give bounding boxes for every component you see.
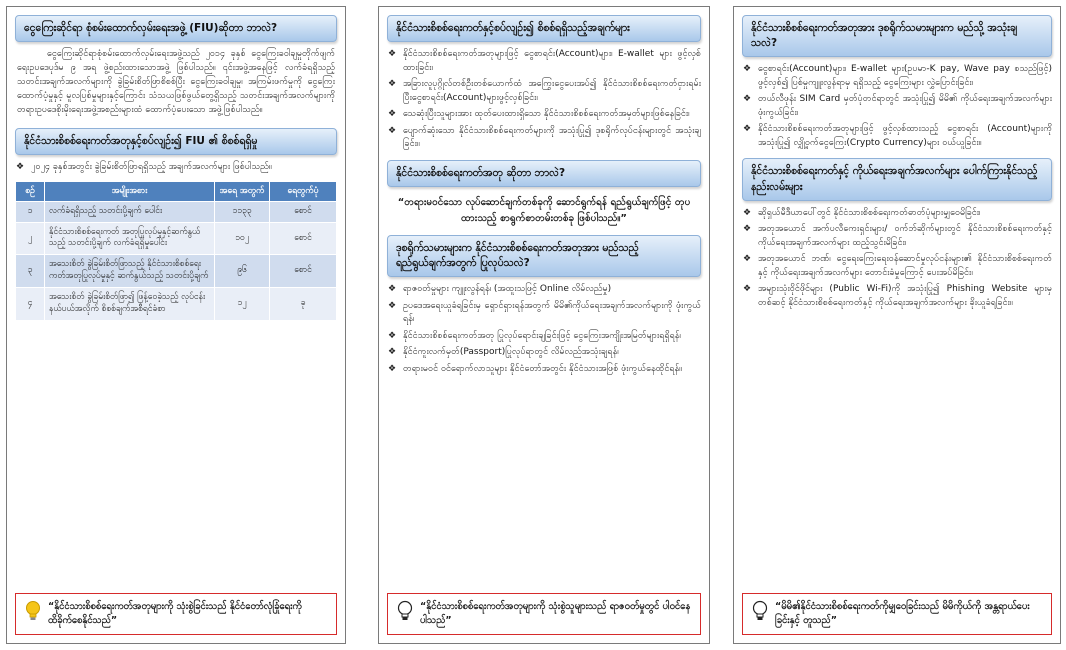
section-header-leak-methods: နိုင်ငံသားစိစစ်ရေးကတ်နှင့် ကိုယ်ရေးအချက်အလက်များ ပေါက်ကြားနိုင်သည့် နည်းလမ်းများ xyxy=(742,158,1052,200)
section-header-fiu-findings: နိုင်ငံသားစိစစ်ရေးကတ်အတုနှင့်စပ်လျဉ်း၍ FIU ၏ စိစစ်ရရှိမှု xyxy=(15,128,337,155)
list-item: ❖ အများသုံးဝိုင်ဖိုင်များ (Public Wi-Fi)ကို အသုံးပြု၍ Phishing Website များမှတစ်ဆင့် နိုင်ငံသားစိစစ်ရေးကတ်နှင့် ကိုယ်ရေးအချက်အလက်များ ခိုးယူခံရခြင်း။ xyxy=(743,284,1052,308)
panel-findings xyxy=(378,6,710,644)
cell-type: အသေးစိတ် ခွဲခြမ်းစိတ်ဖြာသည့် နိုင်ငံသားစိစစ်ရေးကတ်အတုပြုလုပ်မှုနှင့် ဆက်နွယ်သည့် သတင်းပို့ချက် xyxy=(45,255,215,288)
col-header-no: စဉ် xyxy=(16,181,45,201)
diamond-bullet-icon: ❖ xyxy=(743,124,752,135)
lightbulb-icon xyxy=(24,600,42,622)
diamond-bullet-icon: ❖ xyxy=(743,284,752,295)
diamond-bullet-icon: ❖ xyxy=(388,125,397,136)
cell-type: နိုင်ငံသားစိစစ်ရေးကတ် အတုပြုလုပ်မှုနှင့်ဆက်နွယ်သည့် သတင်းပို့ချက် လက်ခံရရှိမှုပေါင်း xyxy=(45,222,215,255)
tip-text: “နိုင်ငံသားစိစစ်ရေးကတ်အတုများကို သုံးစွဲခြင်းသည် နိုင်ငံတော်လုံခြုံရေးကို ထိခိုက်စေနိုင်သည်” xyxy=(48,600,302,626)
section-header-findings: နိုင်ငံသားစိစစ်ရေးကတ်နှင့်စပ်လျဉ်း၍ စိစစ်ရရှိသည့်အချက်များ xyxy=(387,15,701,42)
usage-list xyxy=(742,63,1052,150)
list-item: ❖ ဥပဒေအရေးယူခံရခြင်းမှ ရှောင်ရှားရန်အတွက် မိမိ၏ကိုယ်ရေးအချက်အလက်များကို ဖုံးကွယ်ရန်၊ xyxy=(388,300,701,325)
diamond-bullet-icon: ❖ xyxy=(743,224,752,235)
list-item: ❖ နိုင်ငံကူးလက်မှတ်(Passport)ပြုလုပ်ရာတွင် လိမ်လည်အသုံးချရန်၊ xyxy=(387,346,701,360)
cell-count: ၁၁၃၃ xyxy=(215,201,270,222)
cell-no: ၄ xyxy=(16,288,45,321)
diamond-bullet-icon: ❖ xyxy=(388,300,397,311)
cell-unit: စောင် xyxy=(270,201,337,222)
tip-text: “နိုင်ငံသားစိစစ်ရေးကတ်အတုများကို သုံးစွဲသူများသည် ရာဇဝတ်မှုတွင် ပါဝင်နေပါသည်” xyxy=(420,600,691,626)
list-item: ❖ အတုအယောင် အက်ပလီကေးရှင်းများ/ ဝက်ဘ်ဆိုက်များတွင် နိုင်ငံသားစိစစ်ရေးကတ်နှင့် ကိုယ်ရေးအချက်အလက်များ ထည့်သွင်းမိခြင်း၊ xyxy=(743,224,1052,248)
leak-methods-list xyxy=(742,207,1052,311)
panel-fiu xyxy=(6,6,346,644)
findings-list xyxy=(387,48,701,152)
list-item: ❖ နိုင်ငံသားစိစစ်ရေးကတ်အတုများဖြင့် ငွေစာရင်း(Account)များ၊ E-wallet များ ဖွင့်လှစ်ထားခြင်း၊ xyxy=(388,49,701,73)
cell-unit: စောင် xyxy=(270,255,337,288)
diamond-bullet-icon: ❖ xyxy=(388,49,397,60)
list-item: ❖ ရာဇဝတ်မှုများ ကျူးလွန်ရန်၊ (အထူးသဖြင့် Online လိမ်လည်မှု) xyxy=(387,283,701,297)
diamond-bullet-icon: ❖ xyxy=(388,109,397,120)
table-header-row xyxy=(16,181,337,201)
diamond-bullet-icon: ❖ xyxy=(743,254,752,265)
diamond-bullet-icon: ❖ xyxy=(388,330,397,341)
diamond-bullet-icon: ❖ xyxy=(388,79,397,90)
table-row xyxy=(16,222,337,255)
tip-box xyxy=(15,593,337,636)
cell-count: ၁၀၂ xyxy=(215,222,270,255)
diamond-bullet-icon: ❖ xyxy=(743,64,752,75)
cell-type: အသေးစိတ် ခွဲခြမ်းစိတ်ဖြာ၍ ဖြန့်ဝေခဲ့သည့် လုပ်ငန်းနယ်ပယ်အလိုက် စိစစ်ချက်အစီရင်ခံစာ xyxy=(45,288,215,321)
cell-no: ၃ xyxy=(16,255,45,288)
list-item: ❖ တရားမဝင် ဝင်ရောက်လာသူများ နိုင်ငံတော်အတွင်း နိုင်ငံသားအဖြစ် ဖုံးကွယ်နေထိုင်ရန်။ xyxy=(387,363,701,377)
cell-unit: ခု xyxy=(270,288,337,321)
list-item: ❖ သေဆုံးပြီးသူများအား ထုတ်ပေးထားရှိသော နိုင်ငံသားစိစစ်ရေးကတ်အမှတ်များဖြစ်နေခြင်း၊ xyxy=(387,108,701,122)
cell-count: ၁၂ xyxy=(215,288,270,321)
list-item: ❖ ငွေစာရင်း(Account)များ၊ E-wallet များ(ဥပမာ-K pay, Wave pay စသည်ဖြင့်) ဖွင့်လှစ်၍ ပြစ်မှုကျူးလွန်ရာမှ ရရှိသည့် ငွေကြေးများ လွှဲပြောင်းခြင်း၊ xyxy=(743,64,1052,88)
diamond-bullet-icon: ❖ xyxy=(743,94,752,105)
cell-count: ၉၆ xyxy=(215,255,270,288)
diamond-bullet-icon: ❖ xyxy=(16,162,25,173)
purpose-list xyxy=(387,283,701,376)
table-row xyxy=(16,201,337,222)
diamond-bullet-icon: ❖ xyxy=(388,284,397,295)
table-row xyxy=(16,288,337,321)
cell-no: ၁ xyxy=(16,201,45,222)
section-header-fake-card-definition: နိုင်ငံသားစိစစ်ရေးကတ်အတု ဆိုတာ ဘာလဲ? xyxy=(387,160,701,187)
list-item: ❖ ၂၀၂၄ ခုနှစ်အတွင်း ခွဲခြမ်းစိတ်ဖြာရရှိသည့် အချက်အလက်များ ဖြစ်ပါသည်။ xyxy=(15,161,337,175)
cell-no: ၂ xyxy=(16,222,45,255)
list-item: ❖ အခြားလူပုဂ္ဂိုလ်တစ်ဦးတစ်ယောက်ထံ အကြွေးငွေပေးအပ်၍ နိုင်ငံသားစိစစ်ရေးကတ်ငှားရမ်းပြီးငွေစာရင်း(Account)များဖွင့်လှစ်ခြင်း၊ xyxy=(388,79,701,103)
list-item: ❖ နိုင်ငံသားစိစစ်ရေးကတ်အတုများဖြင့် ဖွင့်လှစ်ထားသည့် ငွေစာရင်း (Account)များကိုအသုံးပြု၍ လျှို့ဝှက်ငွေကြေး(Crypto Currency)များ ဝယ်ယူခြင်း။ xyxy=(743,124,1052,148)
tip-box xyxy=(387,593,701,636)
list-item: ❖ ဆိုရှယ်မီဒီယာပေါ်တွင် နိုင်ငံသားစိစစ်ရေးကတ်ဓာတ်ပုံများမျှဝေမိခြင်း၊ xyxy=(742,207,1052,221)
table-row xyxy=(16,255,337,288)
col-header-type: အမျိုးအစား xyxy=(45,181,215,201)
diamond-bullet-icon: ❖ xyxy=(743,207,752,218)
list-item: ❖ ပျောက်ဆုံးသော နိုင်ငံသားစိစစ်ရေးကတ်များကို အသုံးပြု၍ ဒုစရိုက်လုပ်ငန်းများတွင် အသုံးချခြင်း။ xyxy=(388,125,701,150)
diamond-bullet-icon: ❖ xyxy=(388,363,397,374)
cell-unit: စောင် xyxy=(270,222,337,255)
definition-quote: “တရားမဝင်သော လုပ်ဆောင်ချက်တစ်ခုကို ဆောင်ရွက်ရန် ရည်ရွယ်ချက်ဖြင့် တုပထားသည့် စာရွက်စာတမ်းတစ်ခု ဖြစ်ပါသည်။” xyxy=(397,196,691,224)
fiu-intro-paragraph: ငွေကြေးဆိုင်ရာစုံစမ်းထောက်လှမ်းရေးအဖွဲ့သည် ၂၀၁၄ ခုနှစ် ငွေကြေးခဝါချမှုတိုက်ဖျက်ရေးဥပဒေပုဒ်မ ၉ အရ ဖွဲ့စည်းထားသောအဖွဲ့ ဖြစ်ပါသည်။ ၎င်းအဖွဲ့အနေဖြင့် လက်ခံရရှိသည့် သတင်းအချက်အလက်များကို ခွဲခြမ်းစိတ်ဖြာစိစစ်ပြီး ငွေကြေးခဝါချမှု၊ အကြမ်းဖက်မှုကို ငွေကြေးထောက်ပံ့မှုနှင့် မူလပြစ်မှုများနှင့်ကြောင်း သံသယဖြစ်ဖွယ်တွေ့ရှိသည့် သတင်းအချက်အလက်များကို တရားဥပဒေစိုးမိုးရေးအဖွဲ့အစည်းများထံ ထောက်ပံ့ပေးသော အဖွဲ့ဖြစ်ပါသည်။ xyxy=(17,49,335,115)
list-item: ❖ နိုင်ငံသားစိစစ်ရေးကတ်အတု ပြုလုပ်ရောင်းချခြင်းဖြင့် ငွေကြေးအကျိုးအမြတ်များရရှိရန်၊ xyxy=(387,330,701,344)
section-header-criminal-purpose: ဒုစရိုက်သမားများက နိုင်ငံသားစိစစ်ရေးကတ်အတုအား မည်သည့် ရည်ရွယ်ချက်အတွက် ပြုလုပ်သလဲ? xyxy=(387,235,701,277)
tip-box xyxy=(742,593,1052,636)
diamond-bullet-icon: ❖ xyxy=(388,347,397,358)
findings-bullet-list xyxy=(15,161,337,175)
tip-text: “မိမိ၏နိုင်ငံသားစိစစ်ရေးကတ်ကိုမျှဝေခြင်းသည် မိမိကိုယ်ကို အန္တရာယ်ပေးခြင်းနှင့် တူသည်” xyxy=(775,600,1030,626)
lightbulb-icon xyxy=(751,600,769,622)
panel-usage xyxy=(733,6,1061,644)
lightbulb-icon xyxy=(396,600,414,622)
list-item: ❖ တယ်လီဖုန်း SIM Card မှတ်ပုံတင်ရာတွင် အသုံးပြု၍ မိမိ၏ ကိုယ်ရေးအချက်အလက်များ ဖုံးကွယ်ခြင်း၊ xyxy=(743,94,1052,118)
col-header-unit: ရေတွက်ပုံ xyxy=(270,181,337,201)
list-item: ❖ အတုအယောင် ဘဏ်၊ ငွေရေးကြေးရေးဝန်ဆောင်မှုလုပ်ငန်းများ၏ နိုင်ငံသားစိစစ်ရေးကတ်နှင့် ကိုယ်ရေးအချက်အလက်များ တောင်းခံမှုကြောင့် ပေးအပ်မိခြင်း၊ xyxy=(743,254,1052,278)
section-header-fiu: ငွေကြေးဆိုင်ရာ စုံစမ်းထောက်လှမ်းရေးအဖွဲ့ (FIU)ဆိုတာ ဘာလဲ? xyxy=(15,15,337,42)
statistics-table xyxy=(15,181,337,321)
col-header-count: အရေ အတွက် xyxy=(215,181,270,201)
section-header-criminal-usage: နိုင်ငံသားစိစစ်ရေးကတ်အတုအား ဒုစရိုက်သမားများက မည်သို့ အသုံးချသလဲ? xyxy=(742,15,1052,57)
cell-type: လက်ခံရရှိသည့် သတင်းပို့ချက် ပေါင်း xyxy=(45,201,215,222)
